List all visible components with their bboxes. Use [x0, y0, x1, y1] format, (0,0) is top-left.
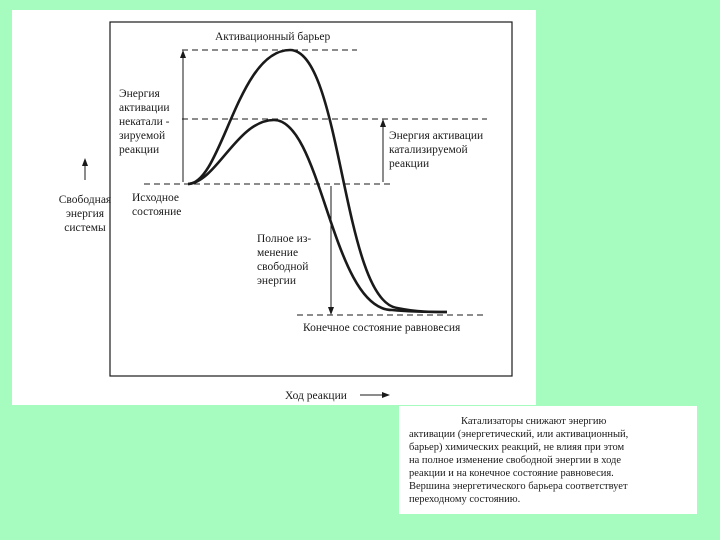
total-change-label-line: энергии	[257, 275, 296, 287]
caption-line: барьер) химических реакций, не влияя при этом	[409, 442, 625, 453]
total-change-label-line: Полное из-	[257, 233, 312, 245]
uncatalyzed-energy-label	[119, 88, 170, 156]
y-axis-label-line: энергия	[65, 208, 105, 220]
uncatalyzed-label-line: Энергия	[119, 88, 160, 100]
y-axis-label-line: системы	[64, 222, 106, 234]
barrier-label: Активационный барьер	[215, 31, 331, 43]
uncatalyzed-label-line: зируемой	[119, 130, 166, 142]
caption-line: переходному состоянию.	[409, 494, 521, 505]
caption-line: Вершина энергетического барьера соответствует	[409, 481, 628, 492]
initial-state-label-line: состояние	[132, 206, 182, 218]
initial-state-label	[132, 192, 181, 218]
energy-diagram	[12, 10, 536, 405]
total-change-label-line: менение	[257, 247, 299, 259]
caption-line: на полное изменение свободной энергии в ходе	[409, 455, 622, 466]
uncatalyzed-label-line: активации	[119, 102, 170, 114]
uncatalyzed-label-line: реакции	[119, 144, 160, 156]
x-axis-label: Ход реакции	[285, 390, 347, 402]
initial-state-label-line: Исходное	[132, 192, 179, 204]
caption-panel	[399, 406, 697, 514]
caption-line: реакции и на конечное состояние равновесия.	[409, 468, 614, 479]
uncatalyzed-arrow-head	[180, 50, 186, 58]
final-state-label: Конечное состояние равновесия	[303, 322, 461, 334]
diagram-panel	[12, 10, 536, 405]
total-change-label-line: свободной	[257, 261, 309, 273]
y-axis-arrow-head	[82, 158, 88, 166]
caption-line: Катализаторы снижают энергию	[461, 416, 607, 427]
catalyzed-energy-label	[389, 130, 483, 170]
uncatalyzed-label-line: некатали -	[119, 116, 170, 128]
catalyzed-label-line: Энергия активации	[389, 130, 484, 142]
total-change-arrow-head	[328, 307, 334, 315]
y-axis-label-line: Свободная	[58, 194, 112, 206]
catalyzed-label-line: катализируемой	[389, 144, 468, 156]
caption-line: активации (энергетический, или активационный,	[409, 429, 629, 440]
total-change-label	[257, 233, 311, 287]
y-axis-label	[59, 194, 112, 234]
x-axis-arrow-head	[382, 392, 390, 398]
catalyzed-arrow-head	[380, 119, 386, 127]
catalyzed-label-line: реакции	[389, 158, 430, 170]
